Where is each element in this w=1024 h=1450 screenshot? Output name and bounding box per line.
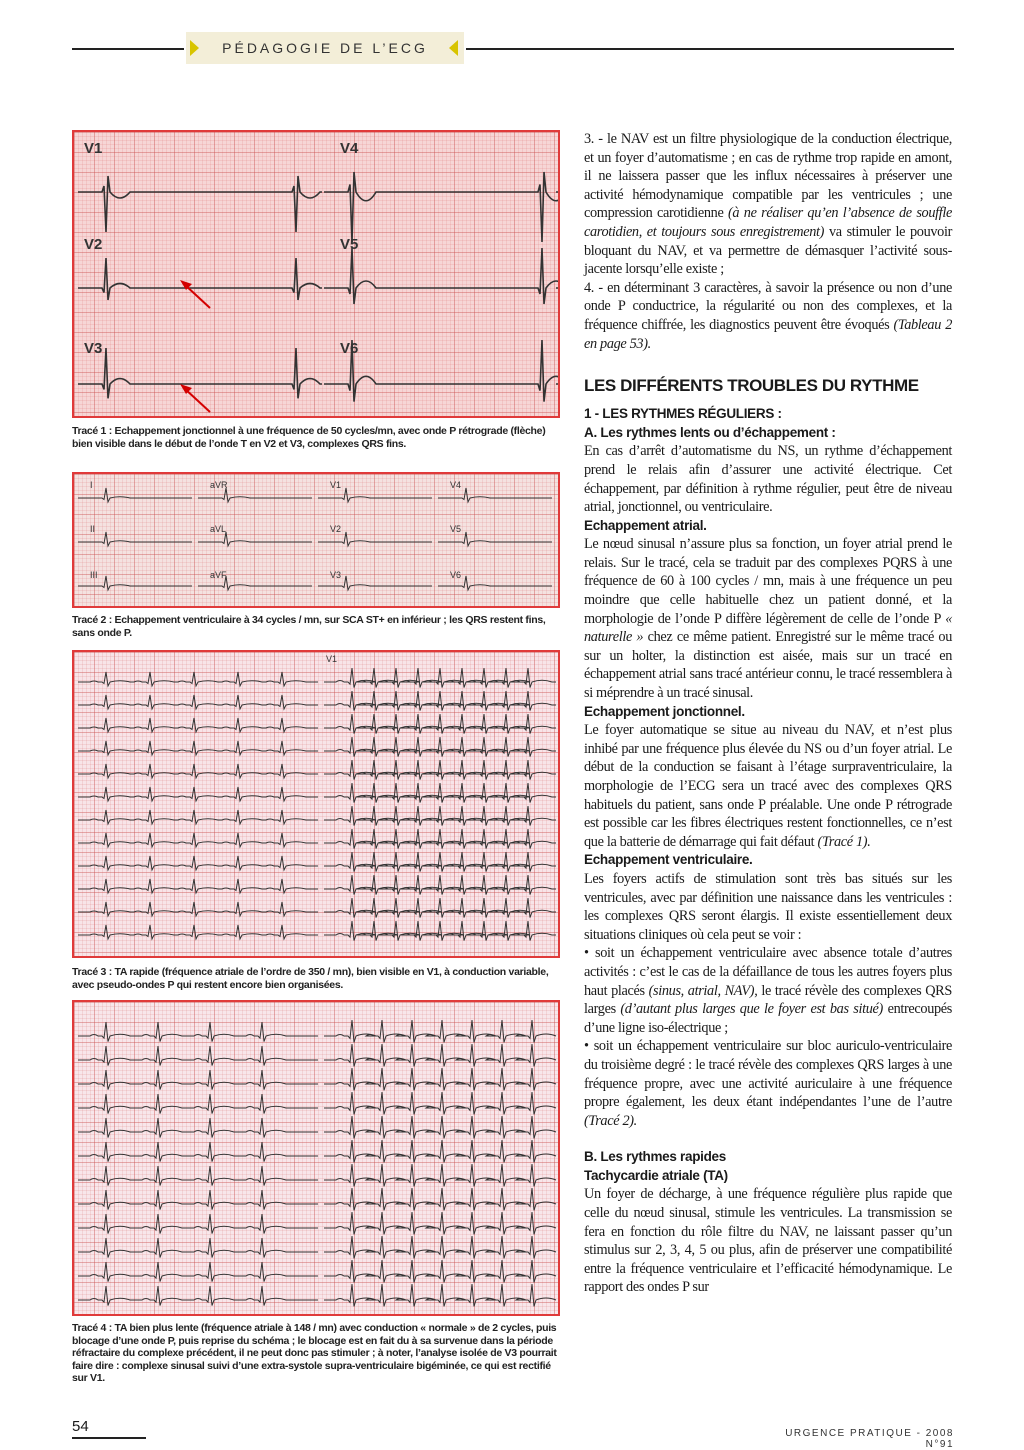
ecg-waveform <box>324 760 556 780</box>
lead-label: I <box>90 480 93 490</box>
ecg-waveform <box>324 1260 556 1282</box>
lead-label: V4 <box>450 480 462 490</box>
ecg-trace-2-waveforms <box>74 474 558 606</box>
ecg-waveform <box>324 1164 556 1186</box>
ecg-trace-2 <box>72 472 560 608</box>
ecg-waveform <box>318 532 432 546</box>
paragraph: 4. - en déterminant 3 caractères, à savoir la présence ou non d’une onde P conductrice, la régularité ou non des complexes, et la fréquence chiffrée, les diagnostics peuvent être évoqués (Tableau 2 en page 53). <box>584 279 952 352</box>
subsection-heading: Echappement atrial. <box>584 517 707 533</box>
paragraph: Les foyers actifs de stimulation sont très bas situés sur les ventricules, avec par définition une naissance dans les ventricules : les complexes QRS seront élargis. Il existe essentiellement deux situations cliniques où cela peut se voir : <box>584 870 952 943</box>
ecg-trace-3-waveforms <box>74 652 558 956</box>
ecg-trace-4 <box>72 1000 560 1316</box>
ecg-waveform <box>198 532 312 546</box>
subsection-heading: Echappement jonctionnel. <box>584 703 745 719</box>
triangle-right-icon <box>449 40 458 56</box>
ecg-waveform <box>78 488 192 502</box>
ecg-waveform <box>78 810 318 824</box>
ecg-waveform <box>324 1116 556 1138</box>
ecg-waveform <box>324 852 556 872</box>
subsection-heading: 1 - LES RYTHMES RÉGULIERS : <box>584 406 782 422</box>
ecg-waveform <box>78 1022 318 1042</box>
ecg-waveform <box>324 1236 556 1258</box>
lead-label: III <box>90 570 98 580</box>
lead-label: aVF <box>210 570 227 580</box>
page-number: 54 <box>72 1418 89 1435</box>
ecg-waveform <box>324 875 556 895</box>
header-rule-left <box>72 48 184 50</box>
ecg-waveform <box>324 691 556 711</box>
paragraph: 3. - le NAV est un filtre physiologique de la conduction électrique, et un foyer d’automatisme ; en cas de rythme trop rapide en amont, il ne laissera passer que les influx nécessaires à préserver une activité hémodynamique compatible par les ventricules ; une compression carotidienne (à ne réaliser qu’en l’absence de souffle carotidien, et toujours sous enregistrement) va stimuler le pouvoir bloquant du NAV, et va permettre de démasquer l’activité sous-jacente lorsqu’elle existe ; <box>584 131 952 278</box>
ecg-waveform <box>324 1020 556 1042</box>
ecg-waveform <box>324 1140 556 1162</box>
lead-label: V1 <box>84 140 103 157</box>
header-rule-right <box>466 48 954 50</box>
journal-reference: URGENCE PRATIQUE - 2008 N°91 <box>785 1428 954 1450</box>
section-title-text: PÉDAGOGIE DE L’ECG <box>222 40 428 56</box>
ecg-waveform <box>324 783 556 803</box>
ecg-waveform <box>438 532 552 546</box>
ecg-trace-3 <box>72 650 560 958</box>
ecg-waveform <box>324 668 556 688</box>
ecg-waveform <box>78 1238 318 1258</box>
ecg-waveform <box>78 1262 318 1282</box>
ecg-waveform <box>78 764 318 778</box>
lead-label: V1 <box>330 480 342 490</box>
ecg-waveform <box>78 1214 318 1234</box>
caption-trace-2: Tracé 2 : Echappement ventriculaire à 34 cycles / mn, sur SCA ST+ en inférieur ; les QRS restent fins, sans onde P. <box>72 614 546 639</box>
lead-label: V4 <box>340 140 359 157</box>
subsection-heading: A. Les rythmes lents ou d’échappement : <box>584 424 836 440</box>
triangle-left-icon <box>190 40 199 56</box>
ecg-waveform <box>78 1070 318 1090</box>
ecg-waveform <box>78 1142 318 1162</box>
lead-label: V6 <box>450 570 462 580</box>
lead-label: V6 <box>340 340 359 357</box>
ecg-waveform <box>198 488 312 502</box>
ecg-waveform <box>78 902 318 916</box>
ecg-waveform <box>78 925 318 939</box>
lead-label: V3 <box>84 340 103 357</box>
lead-label: V2 <box>84 236 103 253</box>
ecg-waveform <box>324 1212 556 1234</box>
ecg-waveform <box>78 672 318 686</box>
paragraph: • soit un échappement ventriculaire sur bloc auriculo-ventriculaire du troisième degré : le tracé révèle des complexes QRS larges à une fréquence propre, avec une activité auriculaire à une fréquence propre également, les deux étant indépendantes l’une de l’autre (Tracé 2). <box>584 1038 952 1129</box>
ecg-waveform <box>78 718 318 732</box>
ecg-waveform <box>78 1286 318 1306</box>
ecg-waveform <box>324 737 556 757</box>
section-heading: LES DIFFÉRENTS TROUBLES DU RYTHME <box>584 376 919 396</box>
paragraph: Le foyer automatique se situe au niveau du NAV, et n’est plus inhibé par une fréquence plus élevée du NS ou d’un foyer atrial. Le début de la conduction se faisant à l’étage surpraventriculaire, la morphologie de l’ECG sera un tracé avec des complexes QRS habituels du patient, sans onde P préalable. Une onde P rétrograde est possible car les fibres électriques restent fonctionnelles, ce n’est que la batterie de démarrage qui fait défaut (Tracé 1). <box>584 722 952 850</box>
ecg-waveform <box>324 806 556 826</box>
caption-trace-3: Tracé 3 : TA rapide (fréquence atriale de l’ordre de 350 / mn), bien visible en V1, à conduction variable, avec pseudo-ondes P qui restent encore bien organisées. <box>72 966 549 991</box>
ecg-waveform <box>324 921 556 941</box>
ecg-waveform <box>78 1166 318 1186</box>
ecg-waveform <box>324 1044 556 1066</box>
subsection-heading: B. Les rythmes rapides <box>584 1149 726 1165</box>
lead-label: II <box>90 524 96 534</box>
lead-label: V1 <box>326 654 338 664</box>
subsection-heading: Echappement ventriculaire. <box>584 852 753 868</box>
spacer <box>584 1130 952 1148</box>
ecg-waveform <box>324 1188 556 1210</box>
ecg-waveform <box>324 1284 556 1306</box>
ecg-waveform <box>438 488 552 502</box>
section-title <box>186 32 464 64</box>
ecg-waveform <box>78 879 318 893</box>
ecg-waveform <box>78 787 318 801</box>
lead-label: V5 <box>450 524 462 534</box>
ecg-waveform <box>78 532 192 546</box>
ecg-waveform <box>78 1190 318 1210</box>
ecg-waveform <box>78 1118 318 1138</box>
retrograde-p-arrows <box>74 132 558 416</box>
paragraph: Un foyer de décharge, à une fréquence régulière plus rapide que celle du nœud sinusal, stimule les ventricules. La transmission se fera en fonction du rôle filtre du NAV, ne laissant passer qu’un stimulus sur 2, 3, 4, 5 ou plus, afin de préserver une compatibilité entre la fréquence ventriculaire et l’efficacité hémodynamique. Le rapport des ondes P sur <box>584 1186 952 1296</box>
caption-trace-1: Tracé 1 : Echappement jonctionnel à une fréquence de 50 cycles/mn, avec onde P rétrograde (flèche) bien visible dans le début de l’onde T en V2 et V3, complexes QRS fins. <box>72 425 546 450</box>
ecg-waveform <box>78 741 318 755</box>
subsection-heading: Tachycardie atriale (TA) <box>584 1167 728 1183</box>
ecg-waveform <box>324 1068 556 1090</box>
ecg-waveform <box>318 488 432 502</box>
lead-label: aVR <box>210 480 228 490</box>
ecg-waveform <box>78 833 318 847</box>
paragraph: Le nœud sinusal n’assure plus sa fonction, un foyer atrial prend le relais. Sur le tracé, cela se traduit par des complexes PQRS à une fréquence de 60 à 100 cycles / mn, mais à une fréquence un peu moindre que celle habituelle chez un patient donné, et la morphologie de l’onde P diffère légèrement de celle de l’onde P « naturelle » chez ce même patient. Enregistré sur le même tracé ou sur un holter, la distinction est aisée, mais sur un tracé en échappement atrial sans tracé antérieur connu, le tracé ressemblera à si méprendre à un tracé sinusal. <box>584 536 952 702</box>
ecg-waveform <box>324 829 556 849</box>
ecg-waveform <box>324 714 556 734</box>
ecg-waveform <box>78 856 318 870</box>
lead-label: V3 <box>330 570 342 580</box>
ecg-waveform <box>78 1046 318 1066</box>
lead-label: V2 <box>330 524 342 534</box>
ecg-waveform <box>78 1094 318 1114</box>
ecg-waveform <box>324 898 556 918</box>
ecg-trace-4-waveforms <box>74 1002 558 1314</box>
paragraph: • soit un échappement ventriculaire avec absence totale d’autres activités : c’est le cas de la défaillance de tous les autres foyers plus haut placés (sinus, atrial, NAV), le tracé révèle des complexes QRS larges (d’autant plus larges que le foyer est bas situé) entrecoupés d’une ligne iso-électrique ; <box>584 945 952 1036</box>
ecg-trace-1 <box>72 130 560 418</box>
lead-label: aVL <box>210 524 227 534</box>
paragraph: En cas d’arrêt d’automatisme du NS, un rythme d’échappement prend le relais afin d’assurer une activité électrique. Cet échappement, par définition à rythme régulier, peut être de niveau atrial, jonctionnel, ou ventriculaire. <box>584 443 952 516</box>
footer-rule <box>72 1437 146 1439</box>
ecg-waveform <box>324 1092 556 1114</box>
article-column <box>584 130 952 1297</box>
caption-trace-4: Tracé 4 : TA bien plus lente (fréquence atriale à 148 / mn) avec conduction « normale » de 2 cycles, puis blocage d’une onde P, puis reprise du schéma ; le blocage est en fait du à sa survenue dans la période réfractaire du complexe précédent, il ne peut donc pas stimuler ; à noter, l’analyse isolée de V3 pourrait faire dire : complexe sinusal suivi d’une extra-systole supra-ventriculaire bigéminée, ce qui est rectifié sur V1. <box>72 1322 557 1384</box>
ecg-waveform <box>78 695 318 709</box>
lead-label: V5 <box>340 236 359 253</box>
